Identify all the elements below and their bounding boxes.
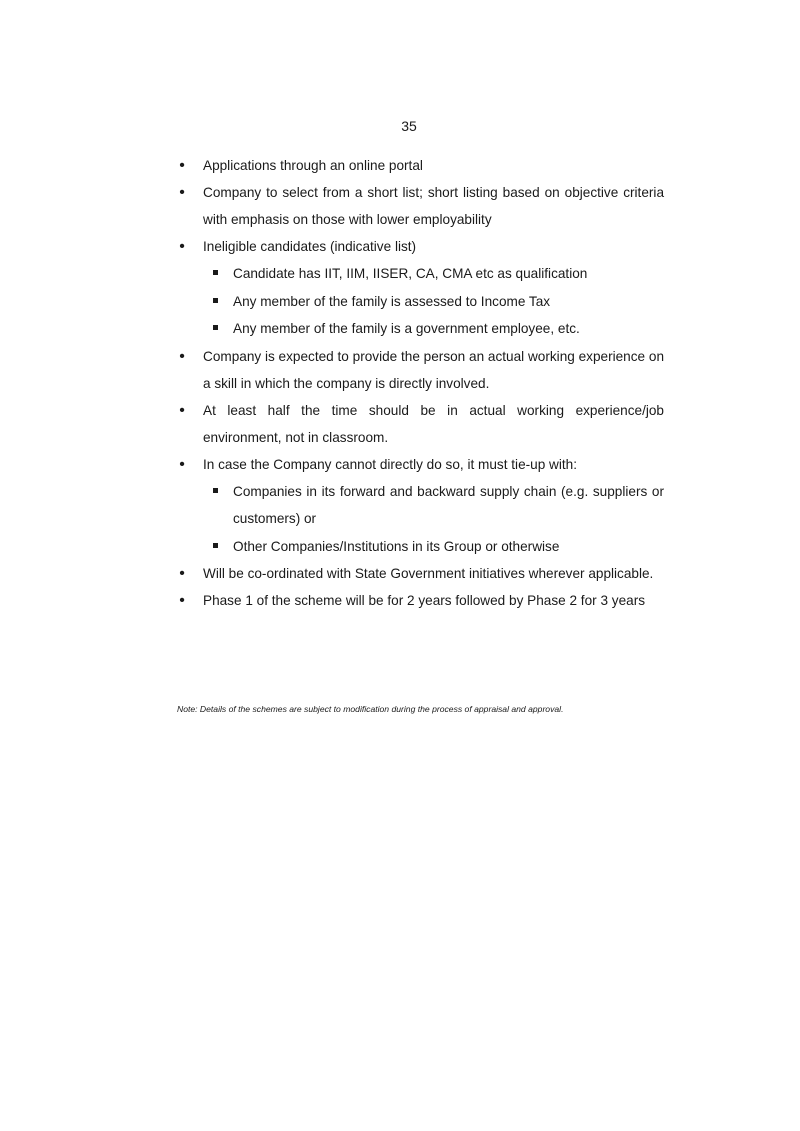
list-item — [179, 343, 664, 397]
list-item-text: Company is expected to provide the person an actual working experience on a skill in which the company is directly involved. — [203, 348, 664, 391]
sub-item-text: Candidate has IIT, IIM, IISER, CA, CMA etc as qualification — [233, 266, 588, 281]
list-item — [179, 397, 664, 451]
list-item — [179, 560, 664, 587]
bullet-list — [179, 152, 664, 614]
square-bullet-icon — [213, 325, 218, 330]
bullet-icon: • — [179, 157, 185, 174]
sub-item-text: Companies in its forward and backward supply chain (e.g. suppliers or customers) or — [233, 483, 664, 526]
square-bullet-icon — [213, 488, 218, 493]
list-item-text: Phase 1 of the scheme will be for 2 years followed by Phase 2 for 3 years — [203, 593, 646, 608]
sub-list-item — [233, 315, 664, 343]
bullet-icon: • — [179, 184, 185, 201]
bullet-icon: • — [179, 238, 185, 255]
sub-list-item — [233, 533, 664, 561]
list-item-text: Company to select from a short list; short listing based on objective criteria with emphasis on those with lower employability — [203, 185, 664, 227]
list-item-text: Applications through an online portal — [203, 158, 423, 173]
list-item — [179, 179, 664, 233]
list-item-text: Will be co-ordinated with State Government initiatives wherever applicable. — [203, 566, 654, 581]
sub-item-text: Other Companies/Institutions in its Group or otherwise — [233, 538, 560, 554]
bullet-icon: • — [179, 592, 185, 609]
sub-list-item — [233, 478, 664, 533]
sub-list-item — [233, 260, 664, 288]
sub-item-text: Any member of the family is a government employee, etc. — [233, 321, 580, 336]
sub-item-text: Any member of the family is assessed to Income Tax — [233, 293, 551, 309]
bullet-icon: • — [179, 565, 185, 582]
list-item-text: At least half the time should be in actual working experience/job environment, not in classroom. — [203, 402, 664, 445]
list-item — [179, 233, 664, 260]
list-item-text: Ineligible candidates (indicative list) — [203, 239, 417, 254]
list-item — [179, 587, 664, 614]
square-bullet-icon — [213, 298, 218, 303]
square-bullet-icon — [213, 270, 218, 275]
bullet-icon: • — [179, 347, 185, 365]
list-item — [179, 451, 664, 478]
sub-list-item — [233, 288, 664, 316]
page-number: 35 — [401, 118, 417, 134]
square-bullet-icon — [213, 543, 218, 548]
list-item-text: In case the Company cannot directly do so, it must tie-up with: — [203, 456, 578, 472]
bullet-icon: • — [179, 455, 185, 473]
bullet-icon: • — [179, 401, 185, 419]
list-item — [179, 152, 664, 179]
footnote: Note: Details of the schemes are subject to modification during the process of appraisal and approval. — [177, 704, 564, 714]
